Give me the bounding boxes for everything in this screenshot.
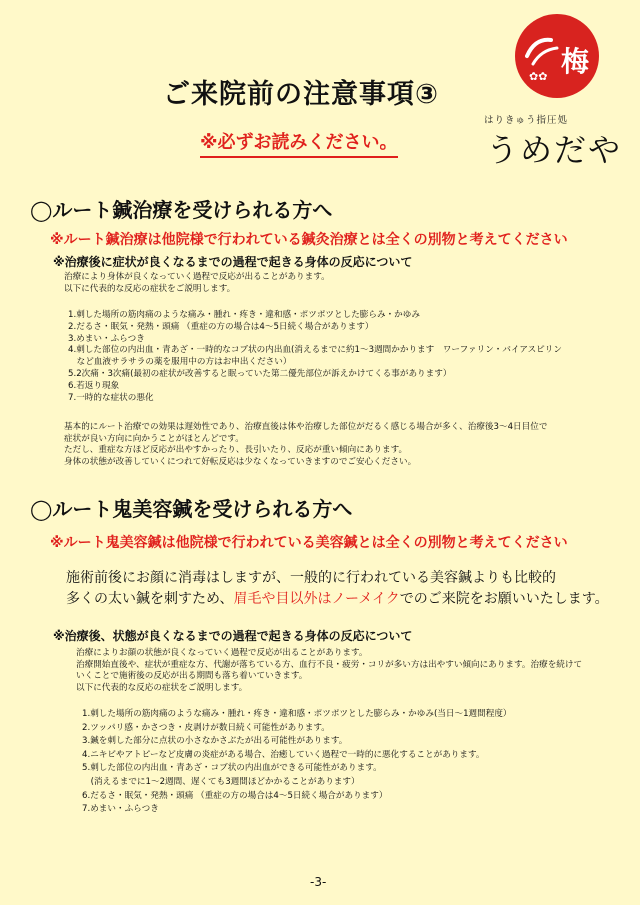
page-title: ご来院前の注意事項③ <box>163 79 439 110</box>
no-makeup-highlight: 眉毛や目以外はノーメイク <box>233 591 400 607</box>
logo-subtitle: はりきゅう指圧処 <box>484 115 569 126</box>
closing-line: 基本的にルート治療での効果は遅効性であり、治療直後は体や治療した部位がだるく感じる場合が多く、治療後3～4日目位で <box>64 422 548 432</box>
section2-subheading: ※治療後、状態が良くなるまでの過程で起きる身体の反応について <box>53 629 413 643</box>
list-item: 7.一時的な症状の悪化 <box>68 392 154 403</box>
list-item: 7.めまい・ふらつき <box>82 804 159 815</box>
intro-line: 治療開始直後や、症状が重症な方、代謝が落ちている方、血行不良・疲労・コリが多い方は出やすい傾向にあります。治療を続けて <box>76 659 583 670</box>
section1-closing <box>64 422 547 468</box>
logo-name: うめだや <box>486 131 623 169</box>
section2-body <box>66 568 609 610</box>
list-item: 5.2次痛・3次痛(最初の症状が改善すると眠っていた第二優先部位が訴えかけてくる事があります） <box>68 368 452 379</box>
intro-line: 以下に代表的な反応の症状をご説明します。 <box>64 283 236 294</box>
section1-intro <box>64 272 330 295</box>
list-item: 2.ツッパリ感・かさつき・皮剥けが数日続く可能性があります。 <box>82 722 330 733</box>
section2-intro <box>76 648 582 694</box>
body-line: 施術前後にお顔に消毒はしますが、一般的に行われている美容鍼よりも比較的 <box>66 570 556 586</box>
list-item: 6.だるさ・眠気・発熱・頭痛 （重症の方の場合は4～5日続く場合があります） <box>82 790 388 801</box>
swoosh-icon <box>525 34 561 72</box>
list-item: 3.鍼を刺した部分に点状の小さなかさぶたが出る可能性があります。 <box>82 736 348 747</box>
intro-line: いくことで施術後の反応が出る期間も落ち着いていきます。 <box>76 671 308 682</box>
list-item: 3.めまい・ふらつき <box>68 333 145 344</box>
list-item: 1.刺した場所の筋肉痛のような痛み・腫れ・疼き・違和感・ポツポツとした膨らみ・かゆみ(当日～1週間程度） <box>82 709 512 719</box>
list-item: 4.刺した部位の内出血・青あざ・一時的なコブ状の内出血(消えるまでに約1～3週間かかります ワーファリン・バイアスピリン <box>68 345 562 356</box>
list-item: 1.刺した場所の筋肉痛のような痛み・腫れ・疼き・違和感・ポツポツとした膨らみ・かゆみ <box>68 310 420 320</box>
page-number: -3- <box>310 875 327 889</box>
list-item: 4.ニキビやアトピーなど皮膚の炎症がある場合、治癒していく過程で一時的に悪化することがあります。 <box>82 749 485 760</box>
section1-red-note: ※ルート鍼治療は他院様で行われている鍼灸治療とは全くの別物と考えてください <box>50 232 568 248</box>
section2-red-note: ※ルート鬼美容鍼は他院様で行われている美容鍼とは全くの別物と考えてください <box>50 535 568 551</box>
closing-line: 症状が良い方向に向かうことがほとんどです。 <box>64 433 244 444</box>
body-text: 多くの太い鍼を刺すため、 <box>66 591 234 607</box>
body-line <box>66 589 609 610</box>
must-read-note: ※必ずお読みください。 <box>200 128 398 158</box>
section1-subheading: ※治療後に症状が良くなるまでの過程で起きる身体の反応について <box>53 255 413 269</box>
plum-blossom-icon: ✿✿ <box>529 70 548 83</box>
intro-line: 治療により身体が良くなっていく過程で反応が出ることがあります。 <box>64 272 330 282</box>
closing-line: ただし、重症な方ほど反応が出やすかったり、長引いたり、反応が重い傾向にあります。 <box>64 445 408 456</box>
intro-line: 治療によりお顔の状態が良くなっていく過程で反応が出ることがあります。 <box>76 648 368 658</box>
logo-emblem <box>515 14 599 98</box>
section2-reaction-list <box>82 708 512 817</box>
list-item: (消えるまでに1～2週間、遅くても3週間ほどかかることがあります） <box>82 776 360 787</box>
list-item: など血液サラサラの薬を服用中の方はお申出ください） <box>68 357 292 368</box>
body-text: でのご来院をお願いいたします。 <box>399 591 609 607</box>
logo-kanji: 梅 <box>560 45 589 78</box>
section2-heading: ◯ルート鬼美容鍼を受けられる方へ <box>30 497 353 521</box>
closing-line: 身体の状態が改善していくにつれて好転反応は少なくなっていきますのでご安心ください。 <box>64 456 417 467</box>
section1-reaction-list <box>68 310 562 404</box>
list-item: 6.若返り現象 <box>68 380 120 391</box>
section1-heading: ◯ルート鍼治療を受けられる方へ <box>30 198 333 222</box>
list-item: 5.刺した部位の内出血・青あざ・コブ状の内出血ができる可能性があります。 <box>82 763 382 774</box>
list-item: 2.だるさ・眠気・発熱・頭痛 （重症の方の場合は4～5日続く場合があります） <box>68 321 374 332</box>
intro-line: 以下に代表的な反応の症状をご説明します。 <box>76 682 248 693</box>
